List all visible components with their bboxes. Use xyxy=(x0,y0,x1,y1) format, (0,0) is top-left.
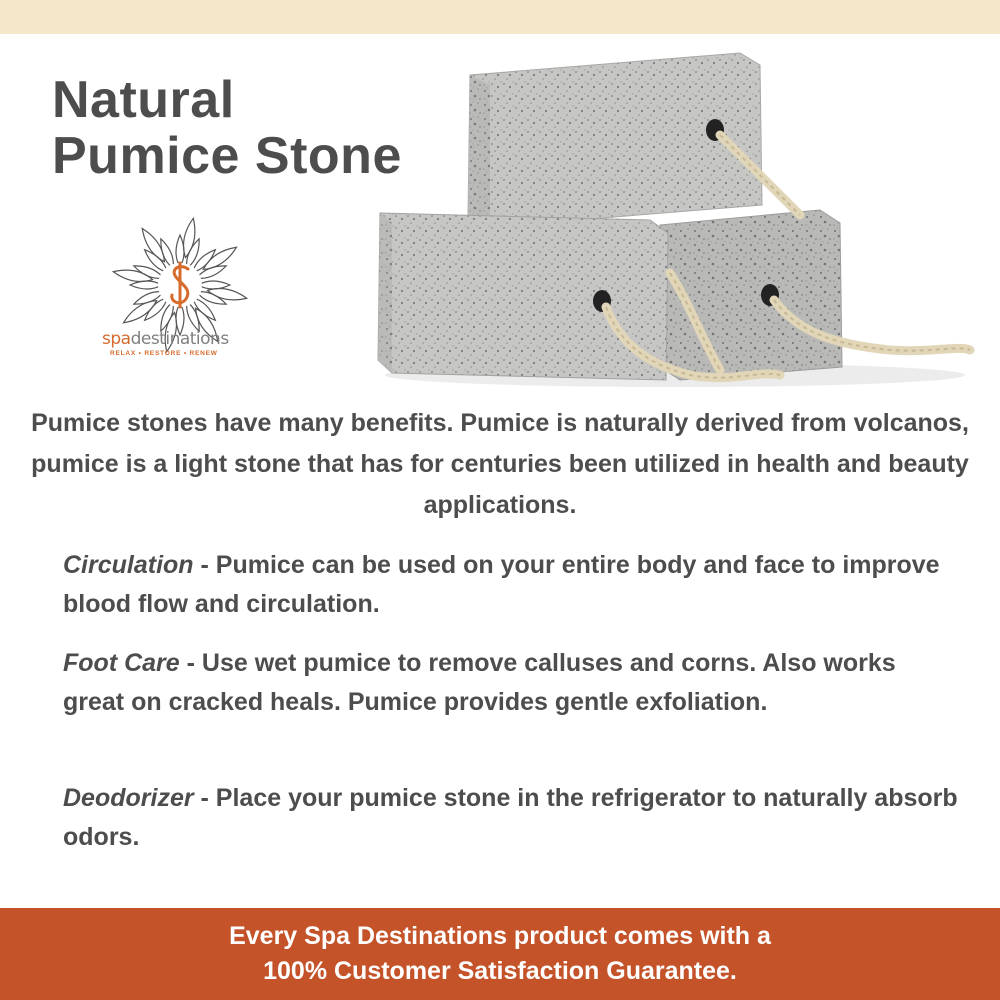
logo-tagline: RELAX • RESTORE • RENEW xyxy=(110,350,218,357)
benefit-name: Deodorizer xyxy=(63,784,194,812)
page-title xyxy=(52,72,402,184)
benefit-foot-care xyxy=(63,644,963,722)
pumice-stones-image xyxy=(370,45,980,390)
benefit-text: - Use wet pumice to remove calluses and corns. Also works great on cracked heals. Pumice provides gentle exfoliation. xyxy=(63,649,896,716)
benefit-circulation xyxy=(63,546,963,624)
logo-brand-part1: spa xyxy=(102,329,131,349)
benefit-text: - Place your pumice stone in the refrigerator to naturally absorb odors. xyxy=(63,784,958,851)
benefit-text: - Pumice can be used on your entire body and face to improve blood flow and circulation. xyxy=(63,551,940,618)
logo-brand-name xyxy=(102,329,229,349)
benefit-name: Foot Care xyxy=(63,649,180,677)
guarantee-line-2: 100% Customer Satisfaction Guarantee. xyxy=(263,957,737,985)
guarantee-line-1: Every Spa Destinations product comes with a xyxy=(229,922,771,950)
benefit-deodorizer xyxy=(63,779,963,857)
title-line-1: Natural xyxy=(52,71,235,129)
intro-paragraph: Pumice stones have many benefits. Pumice is naturally derived from volcanos, pumice is a light stone that has for centuries been utilized in health and beauty applications. xyxy=(31,409,969,519)
title-line-2: Pumice Stone xyxy=(52,127,402,185)
logo-brand-part2: destinations xyxy=(130,329,229,349)
top-band xyxy=(0,0,1000,34)
benefit-name: Circulation xyxy=(63,551,194,579)
guarantee-banner xyxy=(0,908,1000,1000)
